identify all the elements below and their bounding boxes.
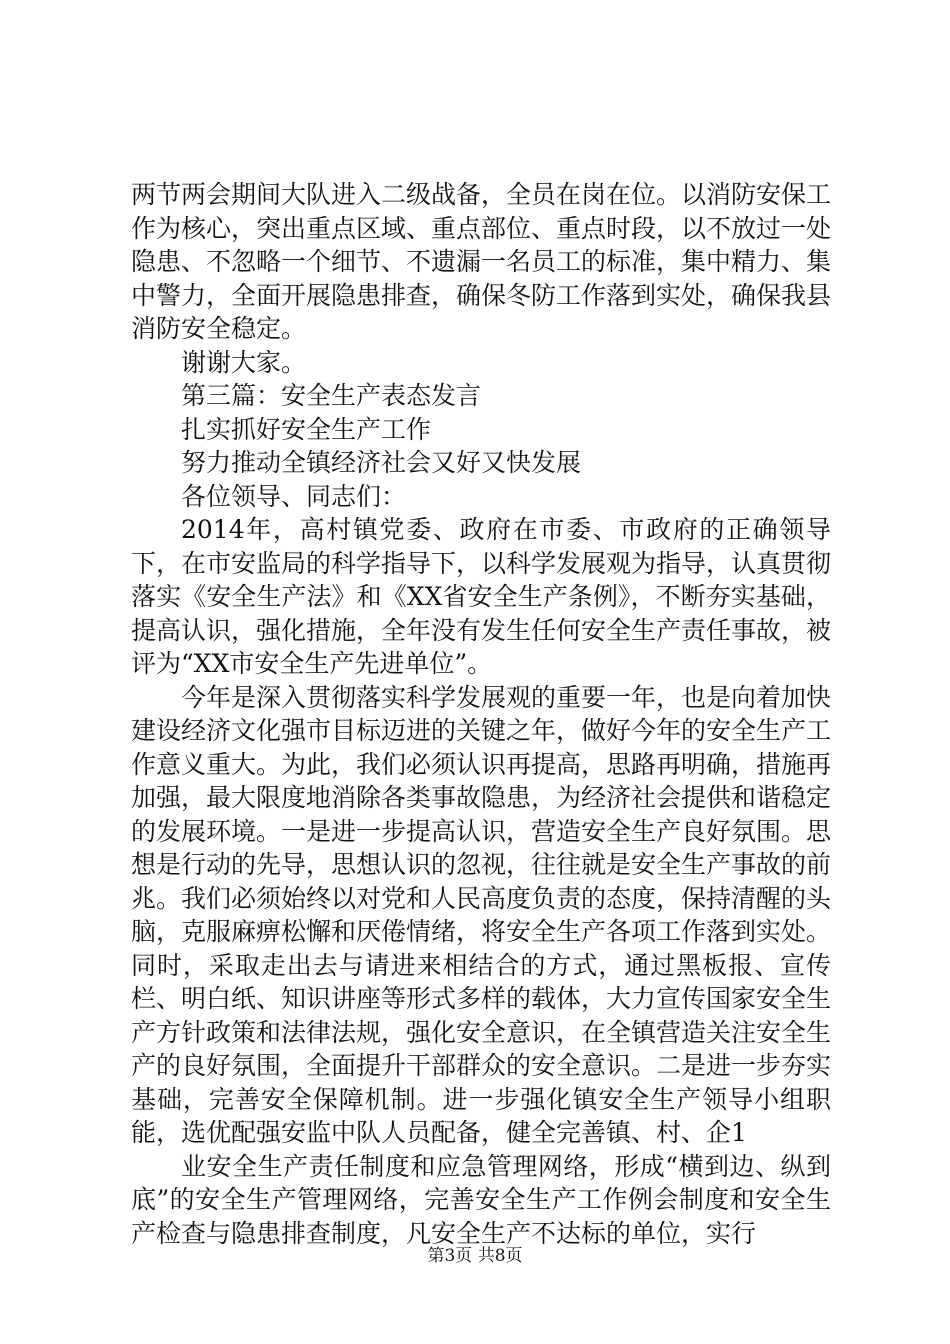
page-number-footer: 第3页 共8页: [427, 1246, 523, 1266]
paragraph: 业安全生产责任制度和应急管理网络，形成“横到边、纵到底”的安全生产管理网络，完善安全生产工作例会制度和安全生产检查与隐患排查制度，凡安全生产不达标的单位，实行: [131, 1151, 831, 1248]
paragraph: 两节两会期间大队进入二级战备，全员在岗在位。以消防安保工作为核心，突出重点区域、重点部位、重点时段，以不放过一处隐患、不忽略一个细节、不遗漏一名员工的标准，集中精力、集中警力，全面开展隐患排查，确保冬防工作落到实处，确保我县消防安全稳定。: [131, 180, 832, 343]
paragraph: 今年是深入贯彻落实科学发展观的重要一年，也是向着加快建设经济文化强市目标迈进的关键之年，做好今年的安全生产工作意义重大。为此，我们必须认识再提高，思路再明确，措施再加强，最大限度地消除各类事故隐患，为经济社会提供和谐稳定的发展环境。一是进一步提高认识，营造安全生产良好氛围。思想是行动的先导，思想认识的忽视，往往就是安全生产事故的前兆。我们必须始终以对党和人民高度负责的态度，保持清醒的头脑，克服麻痹松懈和厌倦情绪，将安全生产各项工作落到实处。同时，采取走出去与请进来相结合的方式，通过黑板报、宣传栏、明白纸、知识讲座等形式多样的载体，大力宣传国家安全生产方针政策和法律法规，强化安全意识，在全镇营造关注安全生产的良好氛围，全面提升干部群众的安全意识。二是进一步夯实基础，完善安全保障机制。进一步强化镇安全生产领导小组职能，选优配强安监中队人员配备，健全完善镇、村、企1: [131, 682, 832, 1147]
speech-title: 扎实抓好安全生产工作: [181, 414, 432, 444]
section-heading: 第三篇：安全生产表态发言: [181, 381, 482, 410]
paragraph: 2014年，高村镇党委、政府在市委、市政府的正确领导下，在市安监局的科学指导下，以科学发展观为指导，认真贯彻落实《安全生产法》和《XX省安全生产条例》，不断夯实基础，提高认识，强化措施，全年没有发生任何安全生产责任事故，被评为“XX市安全生产先进单位”。: [131, 515, 832, 678]
speech-subtitle: 努力推动全镇经济社会又好又快发展: [181, 448, 582, 477]
paragraph: 谢谢大家。: [181, 347, 307, 377]
salutation: 各位领导、同志们：: [181, 481, 407, 511]
document-body: [131, 178, 831, 1250]
